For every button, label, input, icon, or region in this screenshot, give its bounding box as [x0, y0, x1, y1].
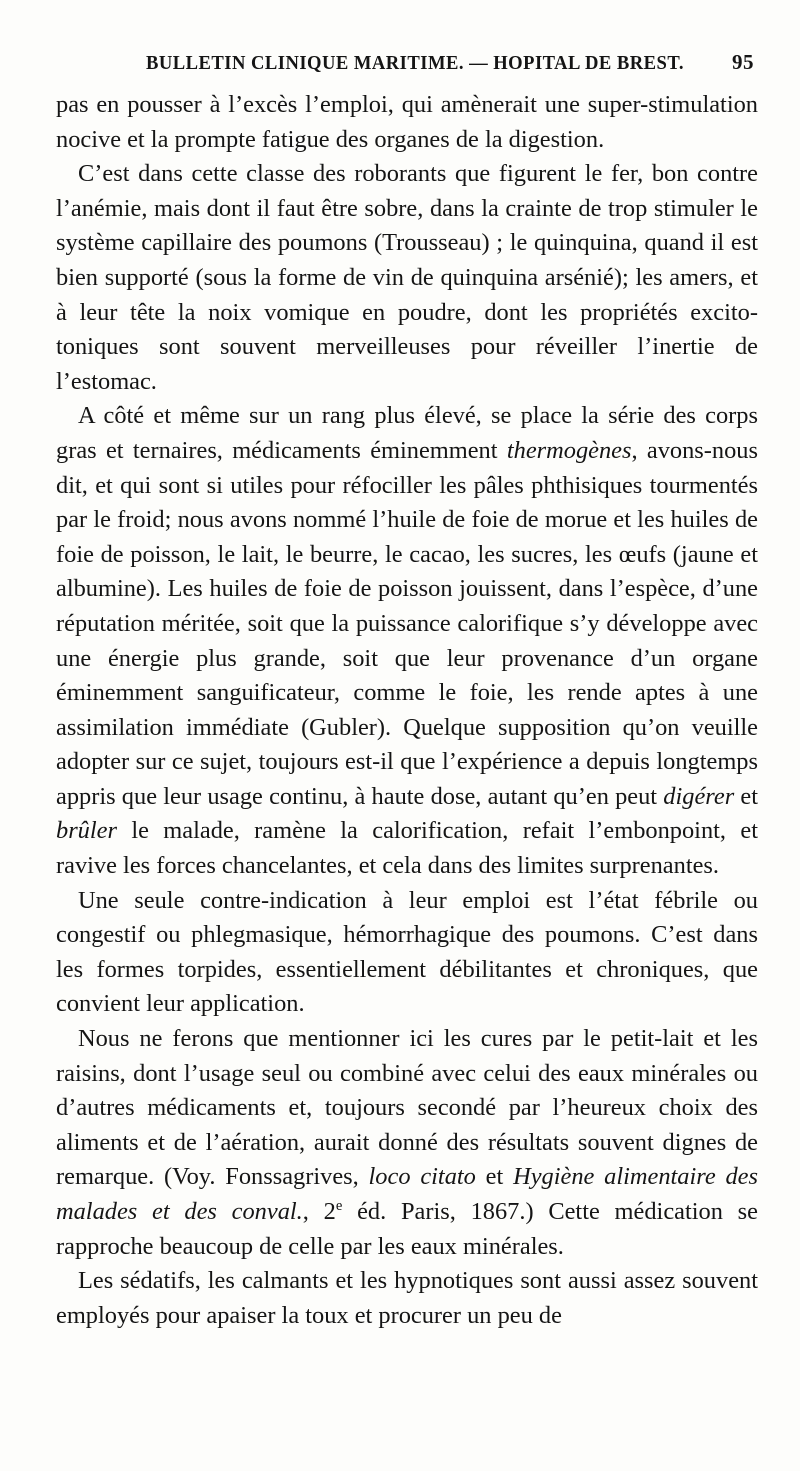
- paragraph-1: [56, 88, 758, 157]
- paragraph-3-part-2: , avons-nous dit, et qui sont si utiles pour réfociller les pâles phthisiques tourmentés par le froid; nous avons nommé l’huile de foie de morue et les huiles de foie de poisson, le lait, le beurre, le cacao, les sucres, les œufs (jaune et albumine). Les huiles de foie de poisson jouissent, dans l’espèce, d’une réputation méritée, soit que la puissance calorifique s’y développe avec une énergie plus grande, soit que leur provenance d’un organe éminemment sanguificateur, comme le foie, les rende aptes à une assimilation immédiate (Gubler). Quelque supposition qu’on veuille adopter sur ce sujet, toujours est-il que l’expérience a depuis longtemps appris que leur usage continu, à haute dose, autant qu’en peut: [56, 436, 758, 810]
- paragraph-2-text: C’est dans cette classe des roborants que figurent le fer, bon contre l’anémie, mais dont il faut être sobre, dans la crainte de trop stimuler le système capillaire des poumons (Trousseau) ; le quinquina, quand il est bien supporté (sous la forme de vin de quinquina arsénié); les amers, et à leur tête la noix vomique en poudre, dont les propriétés excito-toniques sont souvent merveilleuses pour réveiller l’inertie de l’estomac.: [56, 160, 758, 395]
- paragraph-5-italic-loco-citato: loco citato: [368, 1163, 476, 1191]
- paragraph-5-part-1: Nous ne ferons que mentionner ici les cures par le petit-lait et les raisins, dont l’usage seul ou combiné avec celui des eaux minérales ou d’autres médicaments et, toujours secondé par l’heureux choix des aliments et de l’aération, aurait donné des résultats souvent dignes de remarque. (Voy. Fonssagrives,: [56, 1025, 758, 1191]
- running-header: [56, 40, 754, 80]
- page-number: 95: [732, 50, 754, 74]
- paragraph-3-italic-bruler: brûler: [56, 817, 117, 845]
- paragraph-5: [56, 1022, 758, 1264]
- paragraph-3: [56, 399, 758, 883]
- paragraph-3-italic-thermogenes: thermogènes: [506, 436, 632, 464]
- paragraph-2: [56, 157, 758, 399]
- paragraph-5-italic-hygiene-title: Hygiène alimentaire des malades et des conval.: [56, 1163, 758, 1225]
- paragraph-3-italic-digerer: digérer: [663, 782, 735, 810]
- paragraph-4-text: Une seule contre-indication à leur emploi est l’état fébrile ou congestif ou phlegmasique, hémorrhagique des poumons. C’est dans les formes torpides, essentiellement débilitantes et chroniques, que convient leur application.: [56, 886, 758, 1018]
- paragraph-1-text: pas en pousser à l’excès l’emploi, qui amènerait une super-stimulation nocive et la prompte fatigue des organes de la digestion.: [56, 91, 758, 153]
- body-text: [56, 88, 758, 1333]
- running-title: BULLETIN CLINIQUE MARITIME. — HOPITAL DE BREST.: [146, 52, 684, 74]
- paragraph-5-part-2: et: [475, 1163, 514, 1191]
- paragraph-3-part-3: et: [734, 782, 759, 810]
- paragraph-5-part-3: , 2: [302, 1198, 336, 1225]
- paragraph-6: [56, 1264, 758, 1333]
- paragraph-6-text: Les sédatifs, les calmants et les hypnotiques sont aussi assez souvent employés pour apaiser la toux et procurer un peu de: [56, 1267, 758, 1329]
- paragraph-5-superscript: e: [335, 1197, 343, 1214]
- paragraph-3-part-1: A côté et même sur un rang plus élevé, se place la série des corps gras et ternaires, médicaments éminemment: [56, 402, 758, 464]
- paragraph-3-part-4: le malade, ramène la calorification, refait l’embonpoint, et ravive les forces chancelantes, et cela dans des limites surprenantes.: [56, 817, 758, 880]
- paragraph-5-part-4: éd. Paris, 1867.) Cette médication se rapproche beaucoup de celle par les eaux minérales.: [56, 1198, 758, 1260]
- paragraph-4: [56, 884, 758, 1022]
